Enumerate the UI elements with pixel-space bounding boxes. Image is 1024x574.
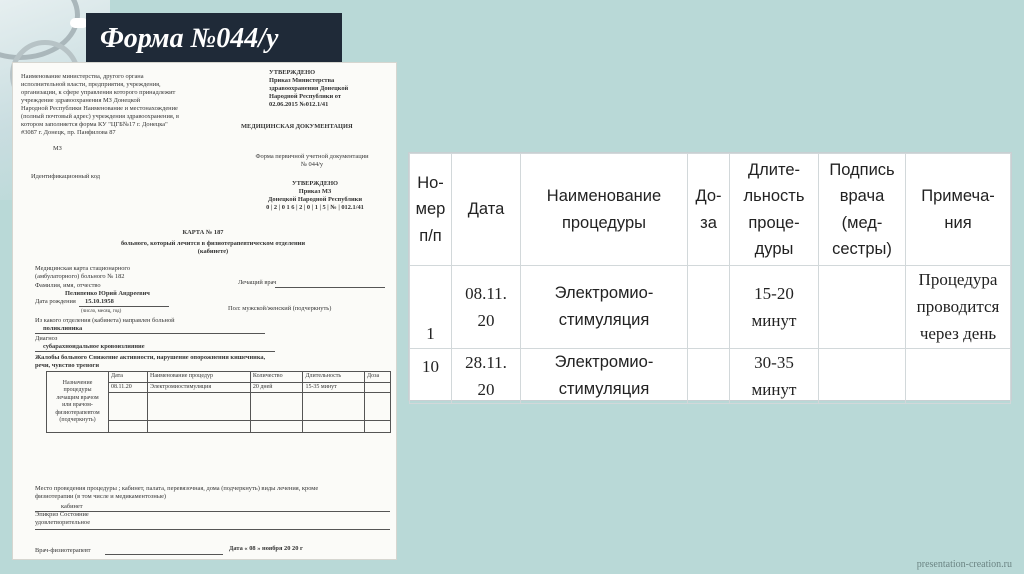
header-signature: Подпись врача (мед- сестры) — [819, 154, 906, 266]
cell-notes — [906, 348, 1011, 403]
procedures-table — [409, 153, 1011, 404]
dept-value: поликлиника — [43, 325, 83, 332]
place-label: Место проведения процедуры ; кабинет, палата, перевязочная, дома (подчеркнуть) виды лечения, кроме физиотерапии (в том числе и медикаментозные) — [35, 485, 319, 500]
med-doc-heading: МЕДИЦИНСКАЯ ДОКУМЕНТАЦИЯ — [241, 123, 353, 130]
header-date: Дата — [452, 154, 521, 266]
appointment-cell: Электромиостимуляция — [148, 382, 251, 393]
header-dose: До- за — [688, 154, 730, 266]
appointment-cell: 15-35 минут — [303, 382, 365, 393]
underline — [275, 287, 385, 288]
diag-label: Диагноз — [35, 335, 58, 342]
underline — [35, 351, 275, 352]
dob-hint: (число, месяц, год) — [81, 309, 122, 314]
underline — [105, 554, 223, 555]
slide-title: Форма №044/у — [100, 23, 279, 54]
med-card-label: Медицинская карта стационарного (амбулаторного) больного № 182 — [35, 265, 131, 280]
cell-dose — [688, 266, 730, 349]
header-notes: Примеча- ния — [906, 154, 1011, 266]
appointment-header-cell: Наименование процедур — [148, 372, 251, 383]
cell-signature — [819, 348, 906, 403]
complaints-label: Жалобы больного Снижение активности, нарушение опорожнения кишечника, речи, чувство тревоги — [35, 354, 266, 369]
footer-watermark: presentation-creation.ru — [916, 559, 1012, 570]
appointment-cell: 20 дней — [250, 382, 303, 393]
header-procedure-name: Наименование процедуры — [521, 154, 688, 266]
cell-signature — [819, 266, 906, 349]
appointment-header-cell: Дата — [109, 372, 148, 383]
underline — [35, 529, 390, 530]
appointment-table — [46, 371, 391, 433]
id-code-label: Идентификационный код — [31, 173, 100, 180]
table-row — [410, 348, 1011, 403]
fio-value: Пелипенко Юрий Андреевич — [65, 290, 150, 297]
org-block: Наименование министерства, другого органа исполнительной власти, предприятия, учреждения, организации, к сфере управления которого принадлежит учреждение здравоохранения МЗ Донецкой Народной Республики Наименование и местонахождение (полный почтовый адрес) учреждения здравоохранения, в котором заполняется форма КУ "ЦГБ№17 г. Донецка" #3087 г. Донецк, пр. Панфилова 87 — [21, 73, 180, 136]
cell-date: 08.11. 20 — [452, 266, 521, 349]
header-number: Но- мер п/п — [410, 154, 452, 266]
appointment-cell: 08.11.20 — [109, 382, 148, 393]
epicrisis-label: Эпикриз Состояние удовлетворительное — [35, 511, 91, 526]
approved-block-2: УТВЕРЖДЕНО Приказ МЗ Донецкой Народной Республики 0 | 2 | 0 1 6 | 2 | 0 | 1 | 5 | № | 012.1/41 — [266, 180, 364, 211]
fio-label: Фамилия, имя, отчество — [35, 282, 101, 289]
cell-duration: 30-35 минут — [730, 348, 819, 403]
diag-value: субарахноидальное кровоизлияние — [43, 343, 145, 350]
procedures-table-panel — [408, 152, 1012, 401]
cell-procedure-name: Электромио- стимуляция — [521, 266, 688, 349]
appointment-row-label: Назначение процедуры лечащим врачом или врачом- физиотерапевтом (подчеркнуть) — [47, 372, 109, 433]
cell-duration: 15-20 минут — [730, 266, 819, 349]
cell-number: 10 — [410, 348, 452, 403]
table-row — [410, 266, 1011, 349]
cabinet-value: кабинет — [61, 503, 83, 510]
mz-label: МЗ — [53, 145, 62, 152]
card-number: КАРТА № 187 — [182, 229, 224, 236]
dob-value: 15.10.1958 — [85, 298, 114, 305]
appointment-header-cell: Доза — [365, 372, 391, 383]
cell-procedure-name: Электромио- стимуляция — [521, 348, 688, 403]
date-sign: Дата « 08 » ноября 20 20 г — [229, 545, 303, 552]
dob-label: Дата рождения — [35, 298, 76, 305]
approved-block-1: УТВЕРЖДЕНО Приказ Министерства здравоохранения Донецкой Народной Республики от 02.06.2015 №012.1/41 — [269, 69, 349, 108]
table-header-row — [410, 154, 1011, 266]
cell-number: 1 — [410, 266, 452, 349]
underline — [79, 306, 169, 307]
scanned-form-image — [12, 62, 397, 560]
doctor-label: Лечащий врач — [238, 279, 277, 286]
dept-label: Из какого отделения (кабинета) направлен больной — [35, 317, 175, 324]
title-banner — [86, 13, 342, 65]
appointment-header-cell: Количество — [250, 372, 303, 383]
physio-label: Врач-физиотерапевт — [35, 547, 91, 554]
appointment-header-cell: Длительность — [303, 372, 365, 383]
sex-label: Пол: мужской/женский (подчеркнуть) — [228, 305, 332, 312]
cell-notes: Процедура проводится через день — [906, 266, 1011, 349]
card-subtitle: больного, который лечится в физиотерапевтическом отделении (кабинете) — [120, 240, 306, 255]
cell-dose — [688, 348, 730, 403]
form-primary-label: Форма первичной учетной документации № 044/у — [255, 153, 369, 168]
appointment-cell — [365, 382, 391, 393]
header-duration: Длите- льность проце- дуры — [730, 154, 819, 266]
underline — [35, 333, 265, 334]
cell-date: 28.11. 20 — [452, 348, 521, 403]
